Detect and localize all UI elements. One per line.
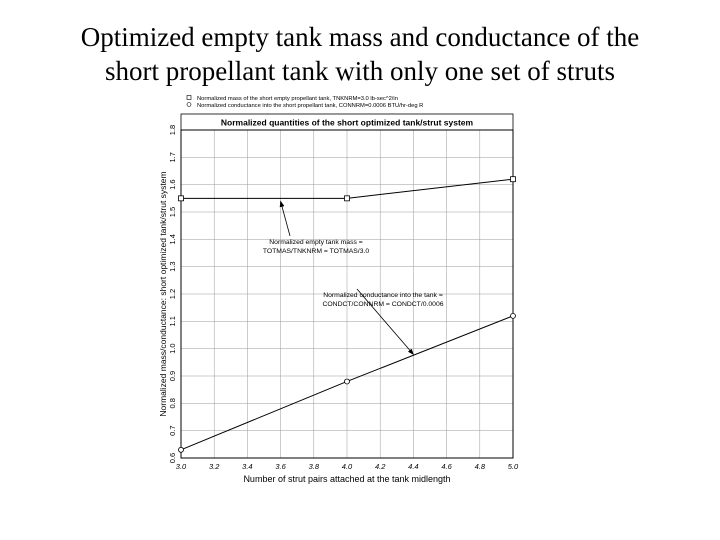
data-point [345, 196, 350, 201]
x-tick-label: 5.0 [507, 462, 519, 471]
annotation-text: CONDCT/CONNRM = CONDCT/0.0006 [322, 301, 444, 308]
x-tick-label: 3.4 [242, 462, 253, 471]
y-tick-label: 0.9 [168, 370, 177, 382]
x-tick-label: 3.0 [175, 462, 187, 471]
y-tick-label: 1.3 [168, 261, 177, 272]
y-tick-label: 1.1 [168, 316, 177, 327]
y-tick-label: 1.2 [168, 288, 177, 300]
y-tick-label: 1.5 [168, 206, 177, 218]
x-tick-label: 4.4 [408, 462, 419, 471]
data-point [179, 447, 184, 452]
y-axis-ticks [168, 125, 177, 463]
chart-legend [187, 96, 423, 110]
x-axis-ticks [176, 462, 519, 471]
annotation-text: TOTMAS/TNKNRM = TOTMAS/3.0 [262, 248, 370, 255]
annotation-arrow [281, 201, 290, 236]
y-axis-label: Normalized mass/conductance: short optimized tank/strut system [158, 171, 168, 417]
slide-title-line-1: Optimized empty tank mass and conductance of the [80, 22, 640, 52]
x-tick-label: 3.2 [208, 462, 220, 471]
data-point [511, 313, 516, 318]
legend-entry: Normalized mass of the short empty propellant tank, TNKNRM=3.0 lb-sec^2/in [197, 96, 398, 102]
data-point [345, 379, 350, 384]
legend-marker-circle [187, 103, 191, 107]
y-tick-label: 1.4 [168, 234, 177, 245]
y-tick-label: 0.7 [168, 425, 177, 436]
y-tick-label: 0.6 [168, 452, 177, 464]
slide-title-line-2: short propellant tank with only one set of struts [105, 56, 615, 86]
y-tick-label: 1.8 [168, 124, 177, 136]
x-axis-label: Number of strut pairs attached at the tank midlength [243, 474, 451, 484]
x-tick-label: 4.6 [441, 462, 452, 471]
data-point [179, 196, 184, 201]
x-tick-label: 3.8 [308, 462, 320, 471]
x-tick-label: 4.0 [341, 462, 353, 471]
y-tick-label: 0.8 [168, 398, 177, 409]
data-point [511, 177, 516, 182]
annotation-text: Normalized conductance into the tank = [323, 292, 443, 299]
y-tick-label: 1.6 [168, 179, 177, 190]
x-tick-label: 4.8 [474, 462, 486, 471]
chart-annotations [263, 201, 444, 354]
x-tick-label: 3.6 [275, 462, 286, 471]
x-tick-label: 4.2 [374, 462, 386, 471]
y-tick-label: 1.7 [168, 152, 177, 163]
annotation-text: Normalized empty tank mass = [269, 239, 363, 246]
legend-marker-square [187, 96, 191, 100]
legend-entry: Normalized conductance into the short propellant tank, CONNRM=0.0006 BTU/hr-deg R [197, 103, 424, 109]
chart-title: Normalized quantities of the short optimized tank/strut system [220, 117, 474, 128]
y-tick-label: 1.0 [168, 343, 177, 354]
